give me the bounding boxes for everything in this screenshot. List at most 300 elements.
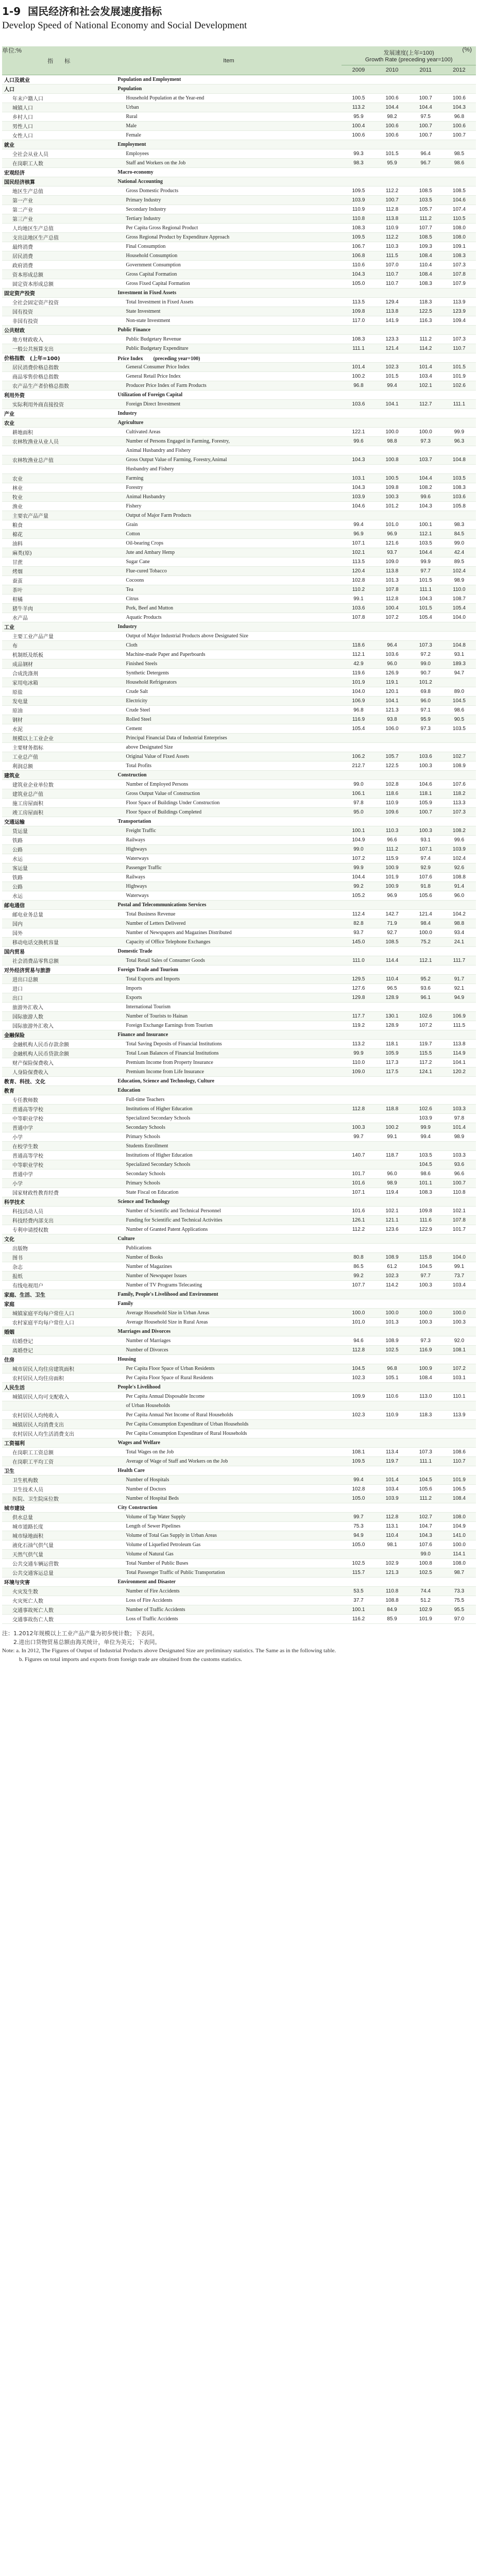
row-label-en: Family (115, 1299, 342, 1309)
row-value: 98.4 (409, 919, 442, 928)
row-value: 102.3 (342, 1411, 375, 1420)
row-value (409, 1420, 442, 1429)
row-value: 113.8 (375, 567, 409, 576)
table-row (2, 335, 476, 344)
row-value: 102.8 (342, 1485, 375, 1494)
row-value: 109.1 (442, 242, 476, 251)
row-value (409, 177, 442, 187)
row-value: 97.3 (409, 1336, 442, 1346)
row-label-en: Sugar Cane (115, 557, 342, 567)
table-section-row (2, 1578, 476, 1587)
row-value: 107.3 (442, 261, 476, 270)
row-value (442, 326, 476, 335)
row-value: 113.2 (342, 1040, 375, 1049)
row-label-cn: 教育 (2, 1086, 115, 1095)
row-value: 114.2 (409, 344, 442, 353)
row-value: 103.5 (442, 724, 476, 734)
row-label-en: Passenger Traffic (115, 863, 342, 873)
row-label-en: People's Livelihood (115, 1383, 342, 1392)
table-row (2, 780, 476, 789)
row-label-en: Government Consumption (115, 261, 342, 270)
row-value: 120.1 (375, 687, 409, 697)
row-label-en: Imports (115, 984, 342, 993)
row-value: 103.9 (409, 1114, 442, 1123)
row-value: 113.5 (342, 298, 375, 307)
row-value: 103.9 (342, 196, 375, 205)
row-value: 107.3 (409, 641, 442, 650)
row-label-en: Crude Steel (115, 706, 342, 715)
row-label-cn: 工业 (2, 622, 115, 632)
row-label-cn: 商品零售价格总指数 (2, 372, 115, 381)
row-value: 99.6 (342, 437, 375, 446)
row-label-cn: 男性人口 (2, 122, 115, 131)
row-value: 104.5 (409, 1160, 442, 1170)
row-value: 99.6 (442, 836, 476, 845)
row-label-cn: 成品钢材 (2, 659, 115, 669)
row-label-en: Cloth (115, 641, 342, 650)
row-label-cn: 蚕茧 (2, 576, 115, 585)
row-value: 105.0 (342, 1540, 375, 1550)
row-value: 75.2 (409, 938, 442, 947)
row-value: 123.3 (375, 335, 409, 344)
row-value (409, 622, 442, 632)
row-value: 109.5 (342, 233, 375, 242)
row-label-en: Cement (115, 724, 342, 734)
row-value: 108.5 (375, 938, 409, 947)
row-value: 105.7 (409, 205, 442, 214)
row-value: 99.2 (342, 882, 375, 891)
row-value: 100.0 (342, 1309, 375, 1318)
row-value (342, 465, 375, 474)
row-label-cn: 城镇人口 (2, 103, 115, 112)
row-label-cn: 农村居民人均生活消费支出 (2, 1429, 115, 1438)
table-row (2, 196, 476, 205)
row-value: 102.6 (409, 1105, 442, 1114)
header-year: 2012 (442, 65, 476, 75)
row-value: 91.8 (409, 882, 442, 891)
row-label-cn: 专利申请授权数 (2, 1225, 115, 1234)
row-label-cn: 卫生 (2, 1466, 115, 1476)
row-value (409, 1429, 442, 1438)
row-value: 109.4 (442, 316, 476, 326)
row-value: 106.7 (342, 242, 375, 251)
row-label-cn: 科技经费内部支出 (2, 1216, 115, 1225)
table-row (2, 1309, 476, 1318)
row-label-cn: 第二产业 (2, 205, 115, 214)
row-value: 102.1 (342, 548, 375, 557)
table-row (2, 1364, 476, 1374)
row-value: 141.9 (375, 316, 409, 326)
row-value: 98.6 (409, 1170, 442, 1179)
row-label-cn: 公路 (2, 845, 115, 854)
row-value (442, 75, 476, 84)
row-value: 104.5 (442, 697, 476, 706)
row-label-en: Cocoons (115, 576, 342, 585)
row-value: 103.4 (375, 1485, 409, 1494)
row-value: 93.6 (409, 984, 442, 993)
row-value: 101.9 (375, 873, 409, 882)
row-label-en: Education, Science and Technology, Culture (115, 1077, 342, 1086)
row-label-en: Output of Major Farm Products (115, 511, 342, 520)
row-label-cn: 对外经济贸易与旅游 (2, 965, 115, 975)
row-value (342, 1095, 375, 1105)
row-value (442, 1401, 476, 1411)
row-value: 104.6 (342, 502, 375, 511)
row-value (442, 1290, 476, 1299)
row-value (442, 1420, 476, 1429)
row-value: 105.4 (442, 604, 476, 613)
row-label-cn: 原盐 (2, 687, 115, 697)
row-value (375, 177, 409, 187)
row-label-cn: 在岗职工人数 (2, 159, 115, 168)
row-value (442, 1095, 476, 1105)
row-value: 104.5 (409, 1476, 442, 1485)
row-label-en: Gross Domestic Products (115, 187, 342, 196)
row-value (342, 1401, 375, 1411)
row-value: 99.1 (442, 1262, 476, 1272)
row-value (375, 1383, 409, 1392)
row-value (409, 901, 442, 910)
row-value: 111.0 (342, 956, 375, 965)
row-label-en: Secondary Industry (115, 205, 342, 214)
row-value (442, 465, 476, 474)
row-value: 114.4 (375, 956, 409, 965)
row-value: 103.1 (342, 474, 375, 483)
row-value: 104.4 (409, 474, 442, 483)
table-row (2, 1336, 476, 1346)
row-label-en: Volume of Total Gas Supply in Urban Areas (115, 1531, 342, 1540)
row-value: 106.5 (442, 1485, 476, 1494)
table-row (2, 455, 476, 465)
row-value: 107.4 (442, 205, 476, 214)
row-value: 107.3 (409, 1448, 442, 1457)
row-value: 105.6 (409, 891, 442, 901)
row-value: 104.0 (442, 1253, 476, 1262)
row-value: 111.1 (409, 585, 442, 595)
row-label-cn: 第三产业 (2, 214, 115, 224)
row-label-cn: 出口 (2, 993, 115, 1003)
row-label-cn: 实际利用外商直接投资 (2, 400, 115, 409)
table-row (2, 956, 476, 965)
row-label-cn: 婚姻 (2, 1327, 115, 1336)
row-value: 100.0 (409, 1309, 442, 1318)
row-value (442, 632, 476, 641)
row-value: 99.0 (342, 780, 375, 789)
row-label-en: Volume of Natural Gas (115, 1550, 342, 1559)
row-value: 109.8 (375, 483, 409, 493)
row-value: 99.9 (342, 1049, 375, 1058)
row-label-en: Average Household Size in Urban Areas (115, 1309, 342, 1318)
row-value: 84.9 (375, 1605, 409, 1615)
table-row (2, 159, 476, 168)
row-value (375, 418, 409, 428)
row-value: 145.0 (342, 938, 375, 947)
table-row (2, 697, 476, 706)
row-label-cn: 原油 (2, 706, 115, 715)
row-label-cn: 水运 (2, 854, 115, 863)
table-row (2, 873, 476, 882)
row-label-en: Loss of Traffic Accidents (115, 1615, 342, 1624)
row-value: 101.9 (409, 1615, 442, 1624)
row-value: 103.4 (409, 372, 442, 381)
row-value: 96.0 (442, 891, 476, 901)
row-label-cn: 水泥 (2, 724, 115, 734)
row-value: 90.5 (442, 715, 476, 724)
row-value (342, 140, 375, 149)
table-row (2, 1494, 476, 1503)
row-label-en: Farming (115, 474, 342, 483)
row-value: 96.5 (375, 984, 409, 993)
row-label-cn: 天然气供气量 (2, 1550, 115, 1559)
row-label-cn: 社会消费品零售总额 (2, 956, 115, 965)
row-value: 108.9 (375, 1253, 409, 1262)
row-value: 124.1 (409, 1067, 442, 1077)
table-row (2, 1605, 476, 1615)
row-label-cn: 交通运输 (2, 817, 115, 826)
table-row (2, 1596, 476, 1605)
row-label-cn: 麻类(原) (2, 548, 115, 557)
row-value: 112.2 (375, 187, 409, 196)
row-label-cn: 油料 (2, 539, 115, 548)
row-value (375, 1401, 409, 1411)
row-value: 92.9 (409, 863, 442, 873)
table-row (2, 1346, 476, 1355)
row-label-en: Number of Magazines (115, 1262, 342, 1272)
table-row (2, 1003, 476, 1012)
row-value: 95.5 (442, 1605, 476, 1615)
row-label-cn: 主要工业产品产量 (2, 632, 115, 641)
row-value: 113.3 (442, 799, 476, 808)
row-label-cn: 文化 (2, 1234, 115, 1244)
row-value: 113.9 (442, 298, 476, 307)
row-value: 103.5 (442, 474, 476, 483)
row-value: 104.4 (375, 103, 409, 112)
row-label-en: Specialized Secondary Schools (115, 1160, 342, 1170)
row-value (409, 965, 442, 975)
row-label-en: Employees (115, 149, 342, 159)
row-value (342, 1197, 375, 1207)
row-value: 110.9 (375, 799, 409, 808)
row-value: 110.7 (375, 279, 409, 289)
row-value: 102.5 (342, 1559, 375, 1568)
row-value: 98.9 (375, 1179, 409, 1188)
table-row (2, 1151, 476, 1160)
row-value: 130.1 (375, 1012, 409, 1021)
row-label-cn: 国民经济核算 (2, 177, 115, 187)
row-value (342, 622, 375, 632)
row-value (409, 1244, 442, 1253)
row-label-cn: 卫生技术人员 (2, 1485, 115, 1494)
row-value: 107.2 (442, 1364, 476, 1374)
table-row (2, 1550, 476, 1559)
row-label-cn: 牧业 (2, 493, 115, 502)
row-value: 116.3 (409, 316, 442, 326)
row-value (409, 1290, 442, 1299)
row-value: 97.4 (409, 854, 442, 863)
row-label-cn: 钢材 (2, 715, 115, 724)
row-value: 100.3 (342, 1123, 375, 1132)
row-label-cn: 非国有投资 (2, 316, 115, 326)
row-label-cn: 离婚登记 (2, 1346, 115, 1355)
row-value: 112.8 (375, 595, 409, 604)
row-value: 107.8 (375, 585, 409, 595)
table-row (2, 1559, 476, 1568)
row-value: 109.0 (375, 557, 409, 567)
row-value (342, 177, 375, 187)
table-row (2, 1476, 476, 1485)
row-value: 100.5 (342, 94, 375, 103)
row-value: 101.5 (409, 576, 442, 585)
row-value: 107.3 (442, 335, 476, 344)
row-label-en: Staff and Workers on the Job (115, 159, 342, 168)
row-value: 107.3 (442, 808, 476, 817)
table-row (2, 372, 476, 381)
row-label-cn: 普通高等学校 (2, 1151, 115, 1160)
row-value (442, 1142, 476, 1151)
row-value: 99.4 (409, 1132, 442, 1142)
row-value: 100.9 (409, 1364, 442, 1374)
table-section-row (2, 353, 476, 363)
row-label-cn: 竣工房屋面积 (2, 808, 115, 817)
table-row (2, 131, 476, 140)
row-value: 115.9 (375, 854, 409, 863)
row-label-cn: 林业 (2, 483, 115, 493)
row-value: 100.7 (409, 131, 442, 140)
row-value: 105.9 (375, 1049, 409, 1058)
row-value: 141.0 (442, 1531, 476, 1540)
row-value: 84.5 (442, 530, 476, 539)
row-value (442, 1503, 476, 1513)
row-label-cn (2, 465, 115, 474)
row-value: 98.2 (375, 112, 409, 122)
row-label-en: Principal Financial Data of Industrial Enterprises (115, 734, 342, 743)
row-value: 101.9 (342, 678, 375, 687)
table-section-row (2, 168, 476, 177)
row-label-cn: 在校学生数 (2, 1142, 115, 1151)
row-label-en: Volume of Tap Water Supply (115, 1513, 342, 1522)
row-label-en: Number of Newspapers and Magazines Distributed (115, 928, 342, 938)
row-value (442, 1355, 476, 1364)
row-value (442, 622, 476, 632)
row-value: 101.7 (342, 1170, 375, 1179)
row-value (375, 1234, 409, 1244)
table-row (2, 298, 476, 307)
row-value: 90.7 (409, 669, 442, 678)
row-value: 101.3 (375, 1318, 409, 1327)
row-value: 105.6 (409, 1485, 442, 1494)
row-value: 110.4 (375, 1531, 409, 1540)
row-value: 102.6 (442, 381, 476, 391)
row-label-en: Number of Traffic Accidents (115, 1605, 342, 1615)
row-value: 106.9 (342, 697, 375, 706)
row-value: 96.4 (375, 641, 409, 650)
row-value (442, 1234, 476, 1244)
row-label-en: Waterways (115, 891, 342, 901)
row-label-cn: 公共交通车辆运营数 (2, 1559, 115, 1568)
row-value (375, 1003, 409, 1012)
row-value (375, 1466, 409, 1476)
title-text-cn: 国民经济和社会发展速度指标 (28, 5, 162, 18)
row-value (375, 1030, 409, 1040)
row-label-cn: 结婚登记 (2, 1336, 115, 1346)
row-value (375, 84, 409, 94)
row-label-cn: 杂志 (2, 1262, 115, 1272)
table-row (2, 1374, 476, 1383)
row-value: 108.4 (409, 1374, 442, 1383)
row-value: 117.2 (409, 1058, 442, 1067)
row-label-en: Utilization of Foreign Capital (115, 391, 342, 400)
row-label-en: Number of TV Programs Telecasting (115, 1281, 342, 1290)
row-label-en: Loss of Fire Accidents (115, 1596, 342, 1605)
row-value: 101.5 (409, 604, 442, 613)
row-value: 111.2 (409, 1494, 442, 1503)
row-value: 100.7 (409, 122, 442, 131)
row-value (409, 947, 442, 956)
table-row (2, 882, 476, 891)
table-row (2, 845, 476, 854)
row-value (375, 1160, 409, 1170)
row-value: 110.8 (375, 1587, 409, 1596)
row-value (375, 1550, 409, 1559)
row-label-en: Number of Hospitals (115, 1476, 342, 1485)
row-value: 115.8 (409, 1253, 442, 1262)
row-label-cn: 住房 (2, 1355, 115, 1364)
row-value (375, 1290, 409, 1299)
row-value: 110.0 (342, 1058, 375, 1067)
row-value: 86.5 (342, 1262, 375, 1272)
row-label-en: Secondary Schools (115, 1170, 342, 1179)
row-value: 107.0 (375, 261, 409, 270)
row-label-cn: 进出口总额 (2, 975, 115, 984)
row-value: 126.1 (342, 1216, 375, 1225)
row-value (342, 446, 375, 455)
row-value: 107.2 (409, 1021, 442, 1030)
row-label-en: Total Wages on the Job (115, 1448, 342, 1457)
row-value: 101.0 (375, 520, 409, 530)
row-value: 119.6 (342, 669, 375, 678)
row-label-cn: 建筑业总产值 (2, 789, 115, 799)
row-value: 111.5 (442, 1021, 476, 1030)
row-label-en: Students Enrollment (115, 1142, 342, 1151)
row-value: 109.8 (409, 1207, 442, 1216)
table-row (2, 261, 476, 270)
row-value: 104.2 (442, 910, 476, 919)
row-label-en: General Consumer Price Index (115, 363, 342, 372)
header-group-en: Growth Rate (preceding year=100) (365, 57, 453, 63)
row-label-en: Population (115, 84, 342, 94)
table-row (2, 307, 476, 316)
row-value (442, 965, 476, 975)
row-value (342, 965, 375, 975)
row-value: 142.7 (375, 910, 409, 919)
row-value: 104.6 (442, 196, 476, 205)
row-label-en: State Investment (115, 307, 342, 316)
row-value: 112.2 (342, 1225, 375, 1234)
table-row (2, 1262, 476, 1272)
header-year: 2009 (342, 65, 375, 75)
row-label-cn: 茶叶 (2, 585, 115, 595)
row-value: 108.4 (409, 251, 442, 261)
row-value: 100.6 (442, 122, 476, 131)
row-value: 106.2 (342, 752, 375, 761)
row-value (442, 734, 476, 743)
row-value: 42.9 (342, 659, 375, 669)
row-label-cn: 家用电冰箱 (2, 678, 115, 687)
row-label-en: Volume of Liquefied Petroleum Gas (115, 1540, 342, 1550)
row-label-cn: 全社会从业人员 (2, 149, 115, 159)
row-value: 110.9 (375, 1411, 409, 1420)
row-label-cn: 农村家庭平均每户常住人口 (2, 1318, 115, 1327)
